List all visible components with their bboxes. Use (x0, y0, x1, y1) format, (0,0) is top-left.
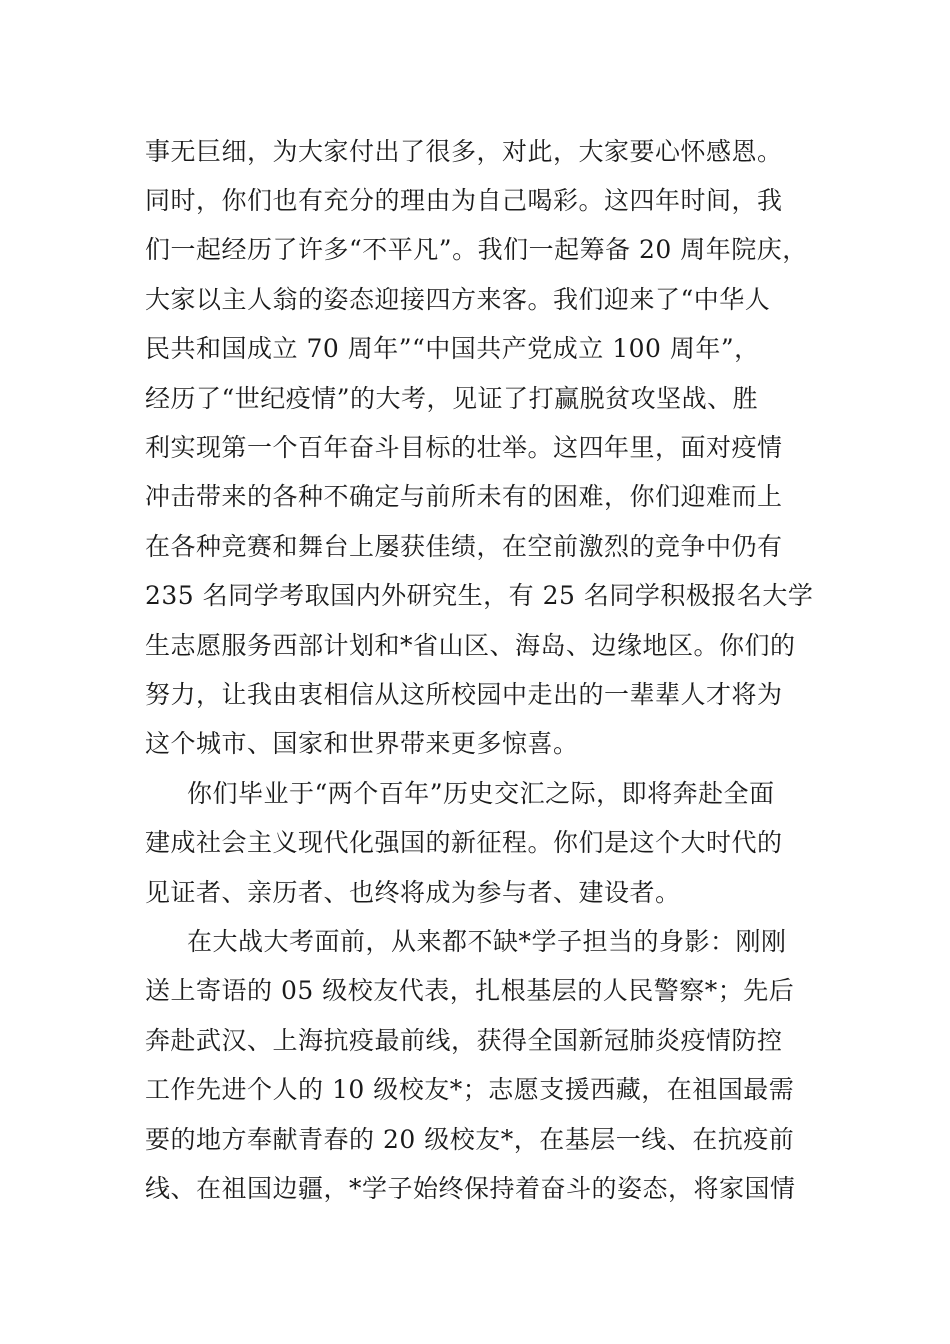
text-line: 同时，你们也有充分的理由为自己喝彩。这四年时间，我 (145, 186, 783, 215)
paragraph-first-line: 在大战大考面前，从来都不缺*学子担当的身影：刚刚 (187, 927, 787, 956)
text-line: 们一起经历了许多“不平凡”。我们一起筹备 20 周年院庆， (145, 235, 808, 264)
text-line: 奔赴武汉、上海抗疫最前线，获得全国新冠肺炎疫情防控 (145, 1026, 783, 1055)
text-line: 经历了“世纪疫情”的大考，见证了打赢脱贫攻坚战、胜 (145, 384, 759, 413)
text-line: 建成社会主义现代化强国的新征程。你们是这个大时代的 (145, 828, 783, 857)
text-line: 送上寄语的 05 级校友代表，扎根基层的人民警察*；先后 (145, 976, 795, 1005)
text-line: 事无巨细，为大家付出了很多，对此，大家要心怀感恩。 (145, 137, 783, 166)
text-line: 235 名同学考取国内外研究生，有 25 名同学积极报名大学 (145, 581, 814, 610)
text-line: 见证者、亲历者、也终将成为参与者、建设者。 (145, 878, 681, 907)
text-line: 努力，让我由衷相信从这所校园中走出的一辈辈人才将为 (145, 680, 783, 709)
paragraph-first-line: 你们毕业于“两个百年”历史交汇之际，即将奔赴全面 (187, 779, 775, 808)
text-line: 生志愿服务西部计划和*省山区、海岛、边缘地区。你们的 (145, 631, 796, 660)
text-line: 在各种竞赛和舞台上屡获佳绩，在空前激烈的竞争中仍有 (145, 532, 783, 561)
text-line: 冲击带来的各种不确定与前所未有的困难，你们迎难而上 (145, 482, 783, 511)
text-line: 大家以主人翁的姿态迎接四方来客。我们迎来了“中华人 (145, 285, 771, 314)
text-line: 这个城市、国家和世界带来更多惊喜。 (145, 729, 579, 758)
text-line: 线、在祖国边疆，*学子始终保持着奋斗的姿态，将家国情 (145, 1174, 796, 1203)
text-line: 民共和国成立 70 周年”“中国共产党成立 100 周年”， (145, 334, 760, 363)
text-line: 工作先进个人的 10 级校友*；志愿支援西藏，在祖国最需 (145, 1075, 795, 1104)
text-line: 要的地方奉献青春的 20 级校友*，在基层一线、在抗疫前 (145, 1125, 795, 1154)
text-line: 利实现第一个百年奋斗目标的壮举。这四年里，面对疫情 (145, 433, 783, 462)
